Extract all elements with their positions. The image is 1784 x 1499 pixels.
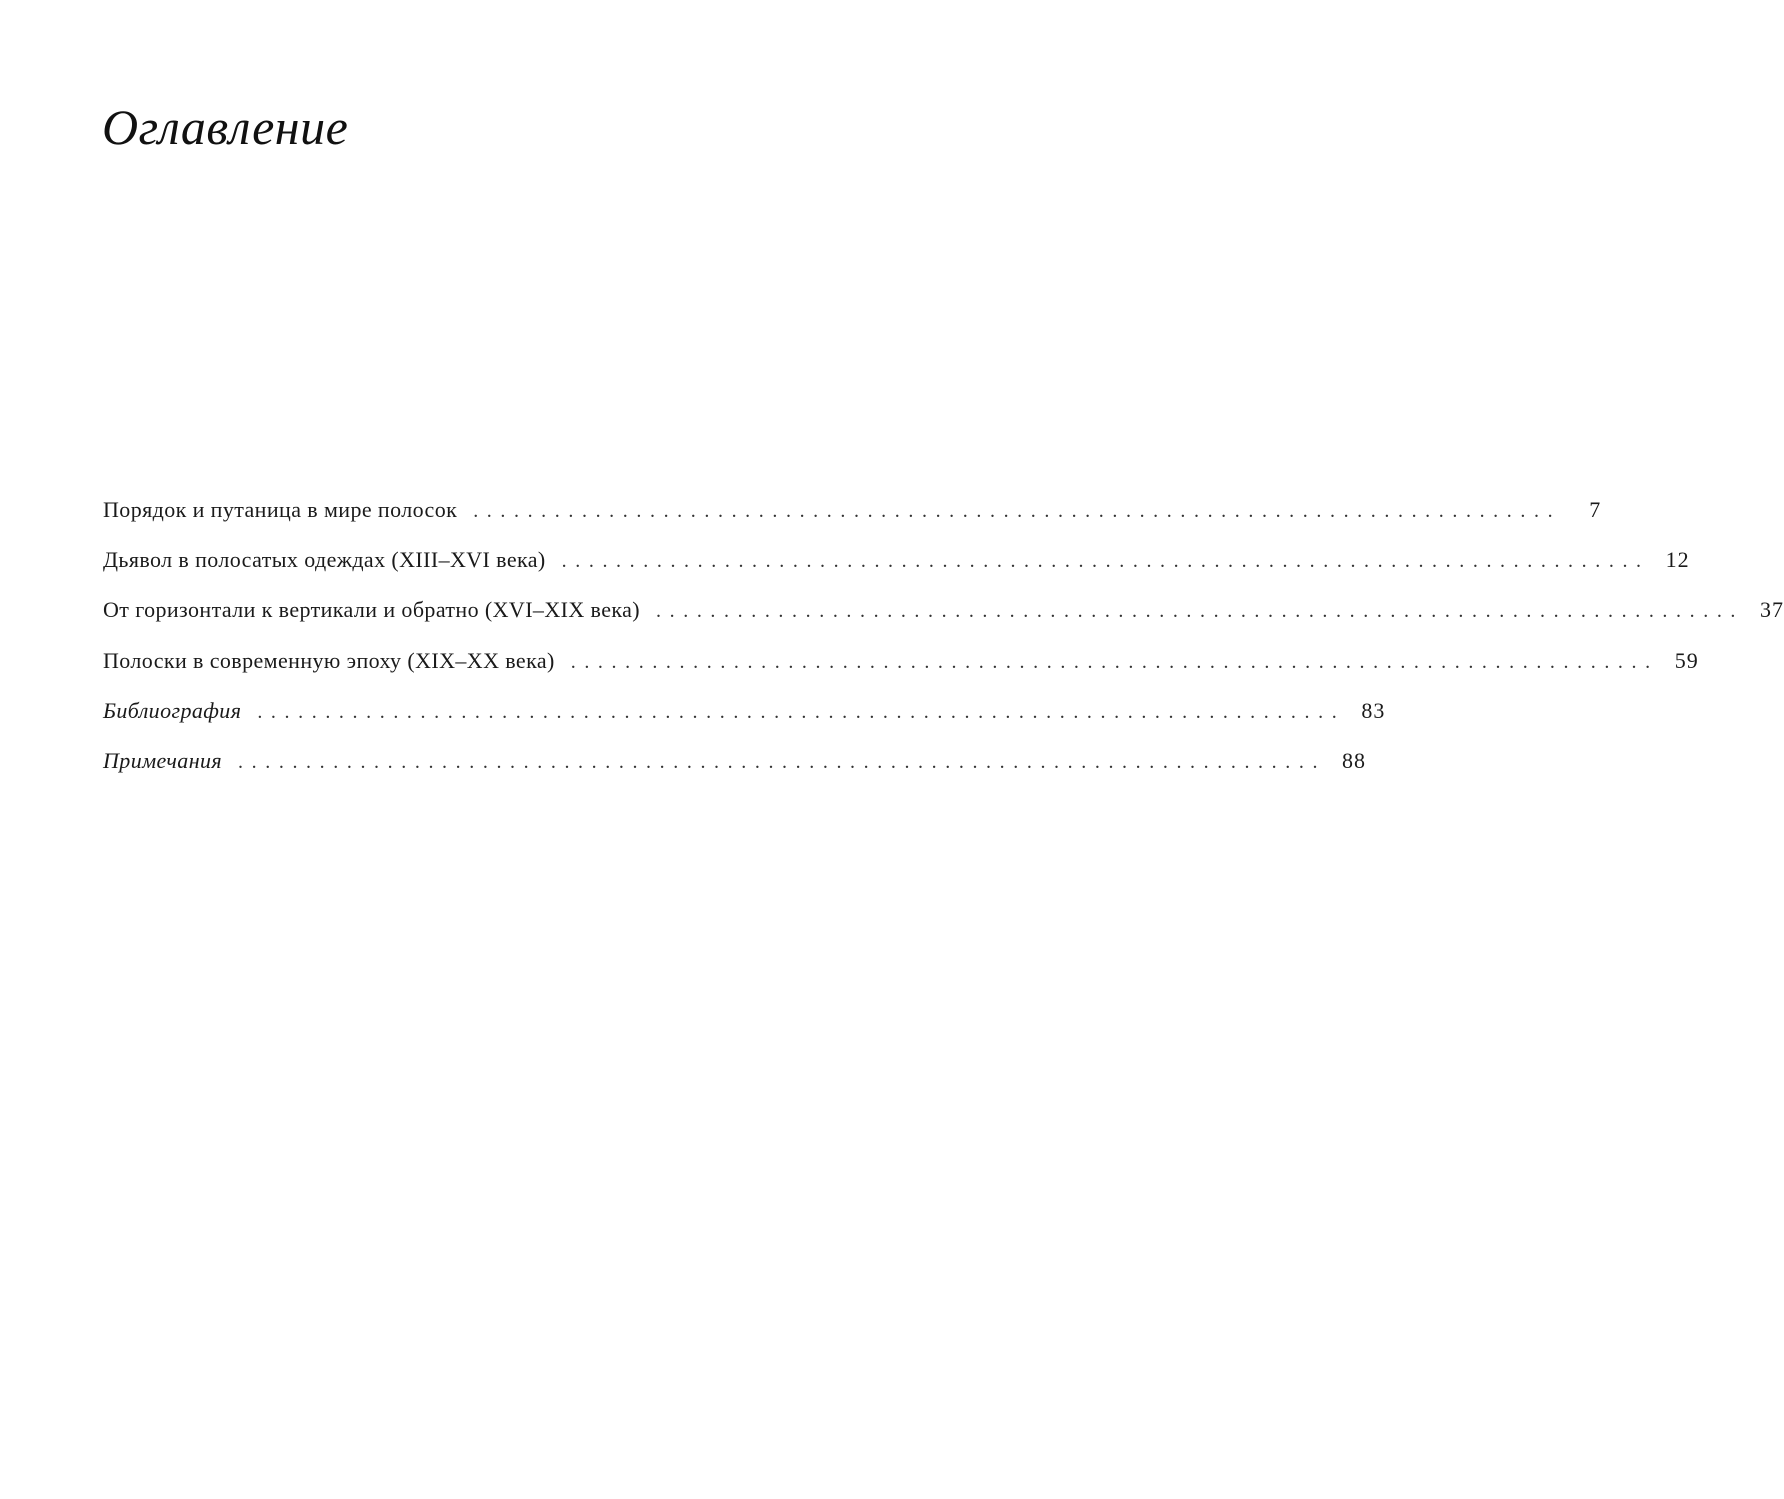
toc-page-number: 37 <box>1760 597 1784 623</box>
toc-entry[interactable] <box>103 747 1367 798</box>
dot-leader: ................................................................................ <box>656 600 1745 623</box>
toc-page-number: 12 <box>1665 547 1690 573</box>
toc-page-number: 88 <box>1342 747 1367 773</box>
dot-leader: ................................................................................ <box>561 550 1650 573</box>
toc-entry[interactable] <box>103 497 1602 547</box>
toc-entry[interactable] <box>103 597 1784 647</box>
toc-entry[interactable] <box>103 697 1386 748</box>
toc-page-number: 59 <box>1674 647 1699 673</box>
toc-entry[interactable] <box>103 647 1699 698</box>
toc-entry-label: Библиография <box>103 697 242 723</box>
dot-leader: ................................................................................ <box>257 700 1346 723</box>
dot-leader: ................................................................................ <box>473 500 1562 522</box>
toc-entry-label: Примечания <box>103 747 223 773</box>
page-title: Оглавление <box>102 99 349 155</box>
toc-entry[interactable] <box>103 547 1690 597</box>
toc-page-number: 7 <box>1589 497 1602 522</box>
dot-leader: ................................................................................ <box>570 650 1659 673</box>
dot-leader: ................................................................................ <box>238 750 1327 773</box>
toc-entry-label: Полоски в современную эпоху (XIX–XX века) <box>103 647 555 673</box>
table-of-contents <box>103 497 1784 798</box>
toc-entry-label: Порядок и путаница в мире полосок <box>103 497 458 522</box>
toc-entry-label: От горизонтали к вертикали и обратно (XVI–XIX века) <box>103 597 641 623</box>
toc-page-number: 83 <box>1361 697 1386 723</box>
toc-entry-label: Дьявол в полосатых одеждах (XIII–XVI века) <box>103 547 546 573</box>
